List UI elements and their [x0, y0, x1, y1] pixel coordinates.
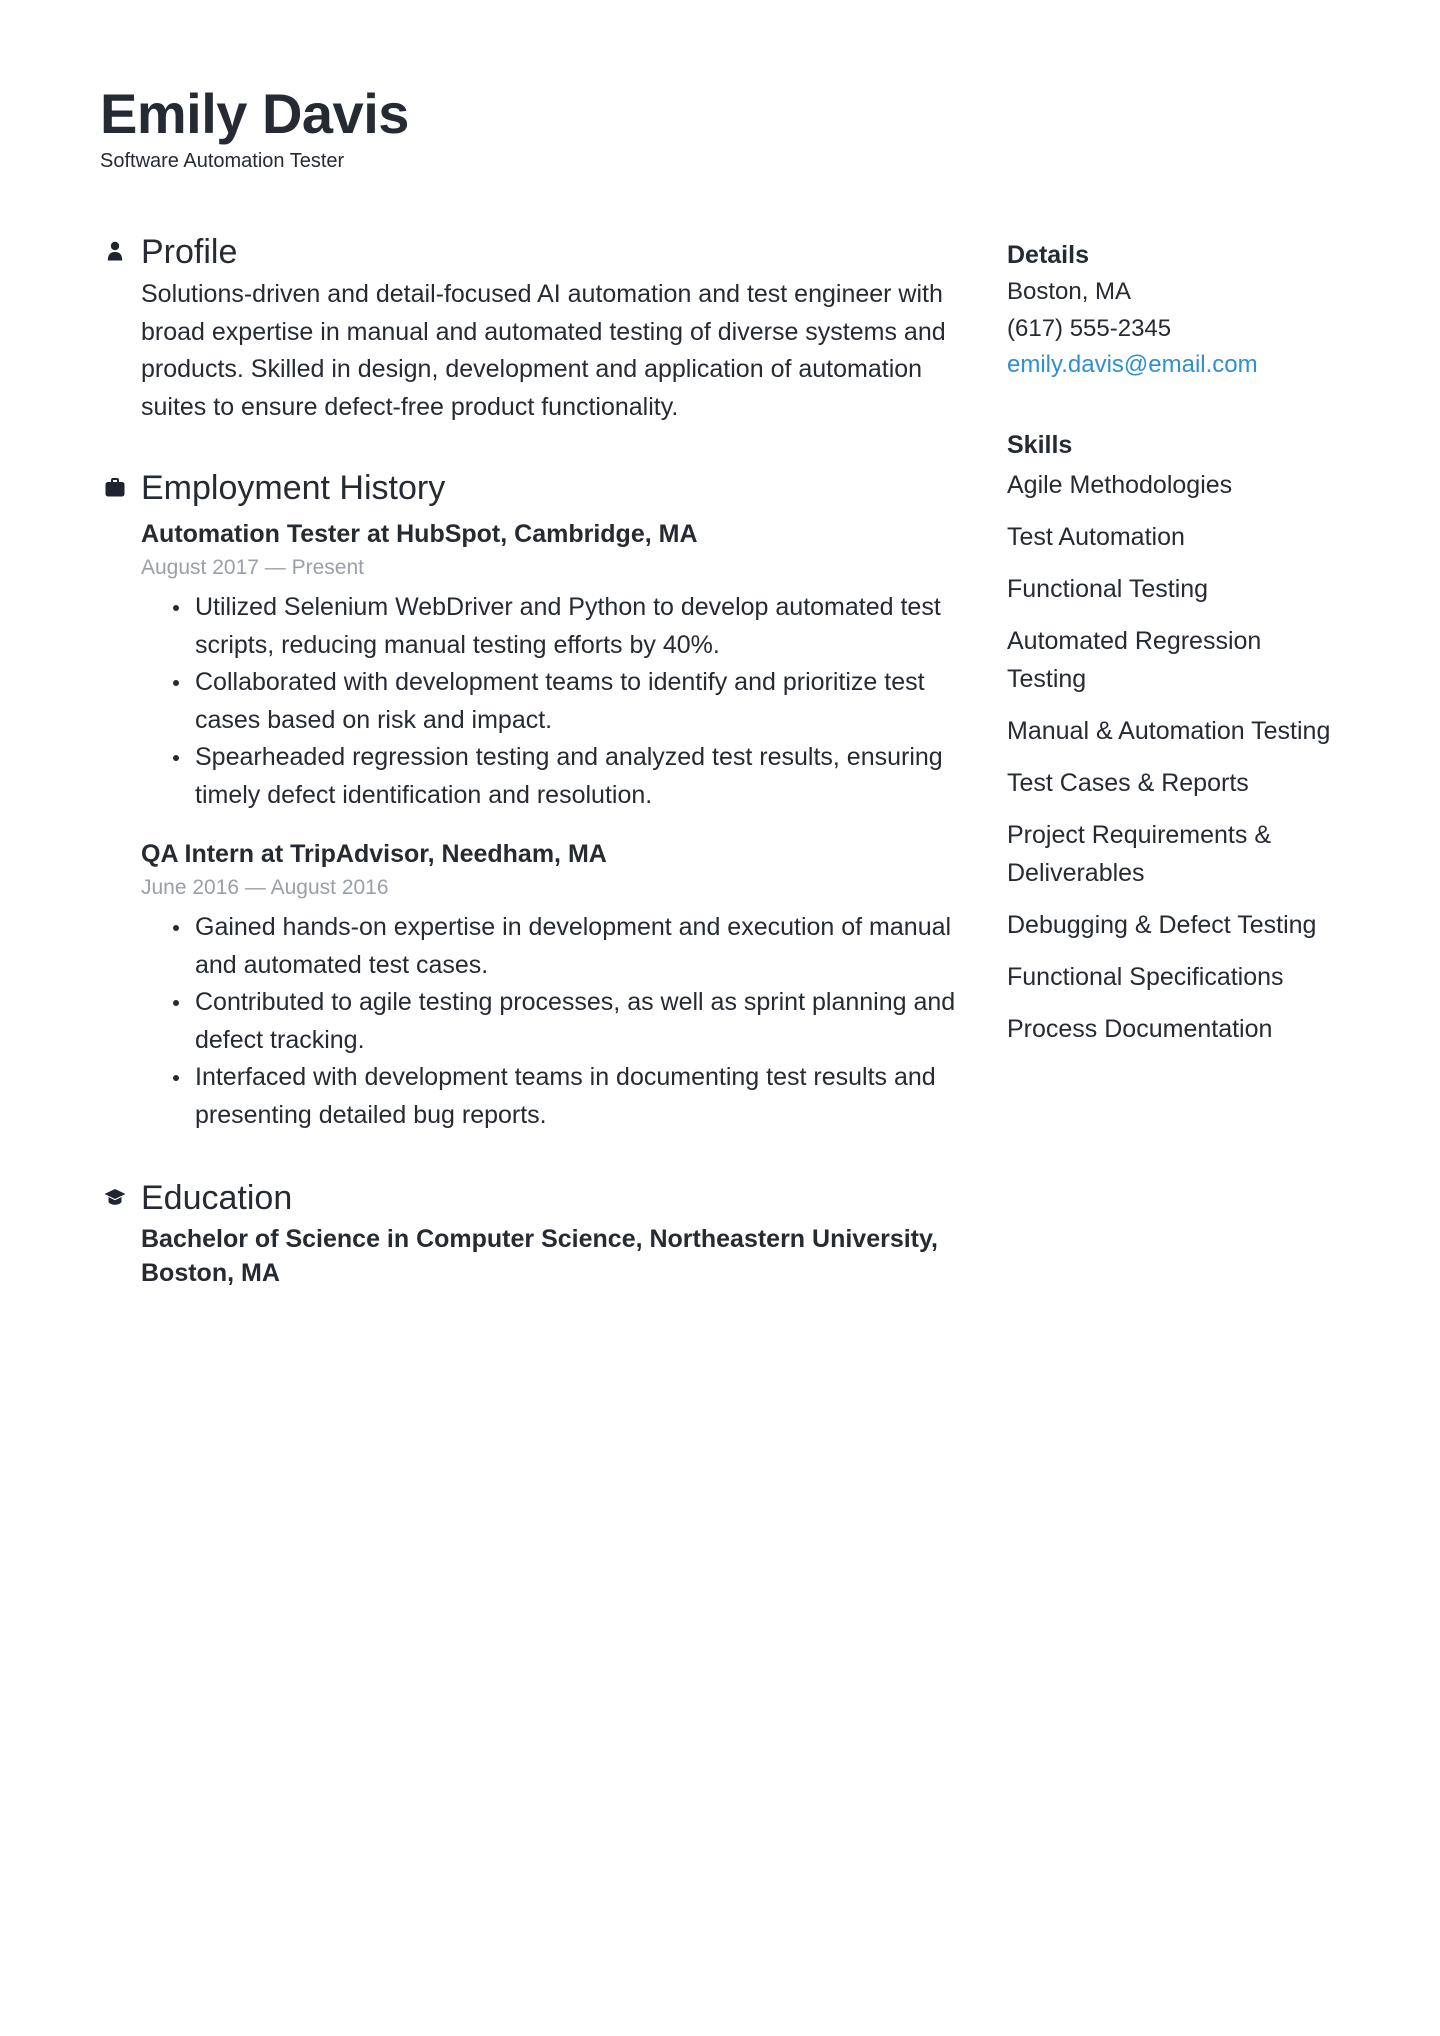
degree-entry: Bachelor of Science in Computer Science, Northeastern University, Boston, MA [141, 1225, 938, 1287]
skill-item: Automated Regression Testing [1007, 626, 1262, 693]
skills-heading: Skills [1007, 430, 1073, 459]
job-bullet [195, 1059, 965, 1134]
candidate-name: Emily Davis [100, 82, 409, 145]
skills-list [1007, 466, 1347, 1048]
skill-item: Agile Methodologies [1007, 470, 1233, 499]
job-bullet [195, 589, 965, 664]
job-entry [141, 836, 960, 1134]
job-bullet-text: Utilized Selenium WebDriver and Python to develop automated test scripts, reducing manual testing efforts by 40%. [195, 593, 941, 659]
location: Boston, MA [1007, 278, 1132, 305]
employment-heading: Employment History [141, 469, 446, 507]
graduation-cap-icon [104, 1186, 126, 1208]
skill-item: Test Automation [1007, 522, 1185, 551]
job-bullet [195, 664, 965, 739]
job-bullet-text: Spearheaded regression testing and analyzed test results, ensuring timely defect identification and resolution. [195, 743, 943, 809]
employment-section [100, 464, 960, 1134]
skill-item: Manual & Automation Testing [1007, 716, 1331, 745]
job-bullet-list [141, 589, 965, 814]
job-bullet [195, 984, 965, 1059]
job-dates: June 2016 — August 2016 [141, 876, 389, 899]
job-bullet [195, 909, 965, 984]
details-section [1007, 236, 1347, 384]
details-heading: Details [1007, 241, 1089, 269]
skill-item: Functional Testing [1007, 574, 1209, 603]
job-bullet-list [141, 909, 965, 1134]
skill-item: Project Requirements & Deliverables [1007, 820, 1272, 887]
education-section [100, 1174, 960, 1290]
job-entry [141, 516, 960, 814]
bullet-dot-icon [173, 1000, 179, 1006]
phone-number: (617) 555-2345 [1007, 314, 1172, 342]
job-bullet [195, 739, 965, 814]
job-bullet-text: Collaborated with development teams to identify and prioritize test cases based on risk and impact. [195, 668, 925, 734]
skill-item: Process Documentation [1007, 1014, 1273, 1043]
bullet-dot-icon [173, 680, 179, 686]
main-column [100, 228, 960, 1290]
skill-item: Functional Specifications [1007, 962, 1284, 991]
briefcase-icon [104, 476, 126, 498]
profile-section [100, 228, 960, 426]
person-icon [104, 240, 126, 262]
education-heading: Education [141, 1179, 293, 1217]
profile-summary: Solutions-driven and detail-focused AI automation and test engineer with broad expertise in manual and automated testing of diverse systems and products. Skilled in design, development and application of automation suites to ensure defect-free product functionality. [141, 280, 946, 421]
skill-item: Debugging & Defect Testing [1007, 910, 1317, 939]
resume-header [100, 78, 409, 174]
job-bullet-text: Gained hands-on expertise in development and execution of manual and automated test cases. [195, 913, 952, 979]
side-column [1007, 236, 1347, 1062]
job-title: Automation Tester at HubSpot, Cambridge, MA [141, 520, 698, 548]
job-title: QA Intern at TripAdvisor, Needham, MA [141, 840, 607, 868]
bullet-dot-icon [173, 605, 179, 611]
job-dates: August 2017 — Present [141, 556, 364, 579]
skills-section [1007, 426, 1347, 1048]
email-link[interactable]: emily.davis@email.com [1007, 351, 1258, 378]
candidate-job-title: Software Automation Tester [100, 150, 345, 172]
bullet-dot-icon [173, 925, 179, 931]
job-bullet-text: Interfaced with development teams in documenting test results and presenting detailed bug reports. [195, 1063, 936, 1129]
profile-heading: Profile [141, 233, 238, 271]
bullet-dot-icon [173, 1075, 179, 1081]
bullet-dot-icon [173, 755, 179, 761]
skill-item: Test Cases & Reports [1007, 768, 1249, 797]
job-bullet-text: Contributed to agile testing processes, as well as sprint planning and defect tracking. [195, 988, 956, 1054]
